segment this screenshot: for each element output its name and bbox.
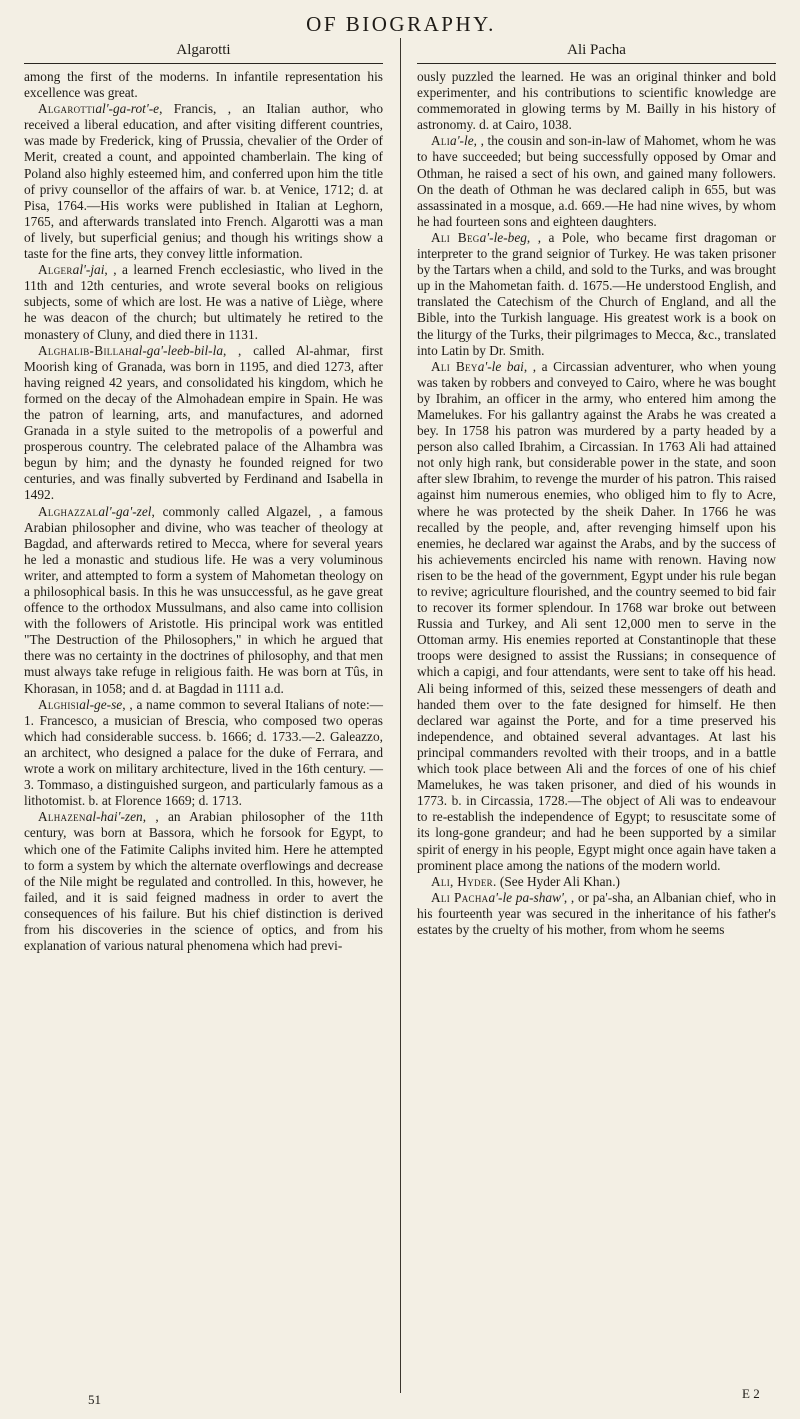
column-divider	[400, 38, 401, 1393]
entry-text: , , a learned French ecclesiastic, who lived in the 11th and 12th centuries, and wrote several books on religious subjects, some of which are lost. He was a native of Liège, where he was deacon of the church; but ultimately he retired to the monastery of Cluny, and died there in 1131.	[24, 262, 383, 342]
left-column-header: Algarotti	[24, 38, 383, 64]
entry-pronunciation: al'-ga'-zel	[98, 503, 152, 519]
entry-text: , Francis, , an Italian author, who received a liberal education, and after visiting different countries, was made by Frederick, king of Prussia, chevalier of the Order of Merit, created a count, and appointed chamberlain. The king of Poland also highly esteemed him, and conferred upon him the title of privy counsellor of the affairs of war. b. at Venice, 1712; d. at Pisa, 1764.—His works were published in Italian at Leghorn, 1765, and afterwards translated into French. Algarotti was a man of lively, but superficial genius; and though his writings show a taste for the fine arts, they convey little information.	[24, 101, 383, 262]
entry-headword: Ali, Hyder.	[431, 873, 497, 889]
left-column	[24, 38, 383, 954]
entry-headword: Alger	[38, 262, 73, 278]
dictionary-entry	[24, 504, 383, 697]
entry-pronunciation: al-hai'-zen	[85, 809, 143, 825]
entry-text: , , called Al-ahmar, first Moorish king of Granada, was born in 1195, and died 1273, after having reigned 42 years, and consolidated his kingdom, which he formed on the decay of the Almohadean empire in Spain. He was the patron of learning, arts, and manufactures, and adorned Granada in a style suited to the metropolis of a powerful and prosperous country. The celebrated palace of the Alhambra was begun by him; and the dynasty he founded reigned for two centuries, and was finally subverted by Ferdinand and Isabella in 1492.	[24, 342, 383, 503]
entry-headword: Ali Beg	[431, 229, 480, 245]
entry-headword: Ali Bey	[431, 358, 478, 374]
entry-text: , , a Pole, who became first dragoman or interpreter to the grand seignior of Turkey. He was taken prisoner by the Tartars when a child, and sold to the Turks, and was brought up in the Mahometan faith. d. 1675.—He understood English, and translated the Catechism of the Church of England, and all the Bible, into the Turkish language. His greatest work is a book on the liturgy of the Turks, their pilgrimages to Mecca, &c., translated into Latin by Dr. Smith.	[417, 229, 777, 358]
entry-text: among the first of the moderns. In infantile representation his excellence was great.	[24, 69, 383, 101]
dictionary-entry	[24, 697, 383, 810]
dictionary-entry	[417, 69, 776, 133]
entry-text: , , an Arabian philosopher of the 11th century, was born at Bassora, which he forsook for Egypt, to which one of the Fatimite Caliphs invited him. Here he attempted to form a system by which the alternate overflowings and decrease of the Nile might be regulated and controlled. In this, however, he failed, and it is said feigned madness in order to avert the consequences of his failure. But his chief distinction is derived from his discoveries in the science of optics, and from his explanation of various natural phenomena which had previ-	[24, 809, 383, 954]
right-column	[417, 38, 776, 954]
dictionary-entry	[417, 890, 776, 938]
dictionary-entry	[24, 343, 383, 504]
entry-text: , , the cousin and son-in-law of Mahomet, whom he was to have succeeded; but being successfully opposed by Omar and Othman, he raised a sect of his own, and gained many followers. On the death of Othman he was declared caliph in 655, but was assassinated in a mosque, a.d. 669.—He had nine wives, by whom he had fourteen sons and eighteen daughters.	[417, 133, 776, 229]
entry-text: , , a name common to several Italians of note:—1. Francesco, a musician of Brescia, who composed two operas which had considerable success. b. 1666; d. 1733.—2. Galeazzo, an architect, who designed a palace for the duke of Ferrara, and wrote a work on military architecture, lived in the 16th century. —3. Tommaso, a distinguished surgeon, and particularly famous as a lithotomist. b. at Florence 1669; d. 1713.	[24, 696, 383, 809]
right-entries	[417, 69, 776, 938]
entry-headword: Alghazzal	[38, 503, 99, 519]
signature-mark: E 2	[742, 1386, 760, 1401]
entry-headword: Alhazen	[38, 809, 86, 825]
entry-pronunciation: a'-le bai	[477, 358, 524, 374]
entry-text: , commonly called Algazel, , a famous Arabian philosopher and divine, who was teacher of theology at Bagdad, and afterwards retired to Mecca, where for several years he led a monastic and studious life. He was a very voluminous writer, and attempted to form a system of Mahometan theology on a philosophical basis. In this he was unsuccessful, as he gave great offence to the orthodox Mussulmans, and also came into collision with the followers of Aristotle. His principal work was entitled "The Destruction of the Philosophers," in which he argued that there was no certainty in the doctrines of philosophy, and that men must always take refuge in religious faith. He was born at Tûs, in Khorasan, in 1058; and d. at Bagdad in 1111 a.d.	[24, 503, 383, 696]
entry-pronunciation: a'-le-beg	[479, 229, 527, 245]
right-column-header: Ali Pacha	[417, 38, 776, 64]
entry-pronunciation: al-ge-se	[79, 696, 123, 712]
page-number: 51	[88, 1392, 101, 1407]
running-title: OF BIOGRAPHY.	[306, 12, 496, 36]
dictionary-entry	[24, 69, 383, 101]
entry-pronunciation: a'-le pa-shaw'	[488, 889, 564, 905]
dictionary-entry	[417, 133, 776, 230]
two-column-body	[24, 38, 778, 954]
entry-pronunciation: al'-ga-rot'-e	[95, 101, 160, 117]
entry-headword: Alghisi	[38, 696, 80, 712]
entry-text: (See Hyder Ali Khan.)	[496, 873, 620, 889]
entry-pronunciation: al'-jai	[72, 262, 105, 278]
left-entries	[24, 69, 383, 954]
dictionary-entry	[417, 359, 776, 874]
entry-headword: Algarotti	[38, 101, 96, 117]
dictionary-entry	[24, 809, 383, 954]
dictionary-entry	[417, 230, 776, 359]
entry-headword: Ali	[431, 133, 451, 149]
entry-headword: Alghalib-Billah	[38, 342, 132, 358]
entry-text: , , a Circassian adventurer, who when young was taken by robbers and conveyed to Cairo, where he was bought by Ibrahim, an officer in the army, who entered him among the Mamelukes. For his gallantry against the Arabs he was created a bey. In 1758 his patron was murdered by a party headed by a person also called Ibrahim, a Circassian. In 1763 Ali had attained not only high rank, but considerable power in the state, and soon after slew Ibrahim, to revenge the murder of his patron. This raised against him numerous enemies, who obliged him to fly to Acre, where he was protected by the sheik Daher. In 1766 he was recalled by the people, and, after revenging himself upon his enemies, he declared war against the Arabs, and by the success of his achievements encircled his name with renown. Having now risen to be the head of the government, Egypt under his rule began to revive; agriculture flourished, and the country seemed to bid fair to recover its former splendour. In 1768 war broke out between Russia and Turkey, and Ali sent 12,000 men to serve in the Ottoman army. His enemies reported at Constantinople that these troops were designed to assist the Russians; in consequence of which a capigi, and four attendants, were sent to take off his head. Ali being informed of this, seized these messengers of death and handed them over to the fate designed for himself. He then declared war against the Porte, and for a time preserved his independence, and obtained several advantages. At last his principal commanders revolted with their troops, and in a battle which took place between Ali and the forces of one of his chief Mamelukes, he was taken prisoner, and died of his wounds in 1773. b. in Circassia, 1728.—The object of Ali was to endeavour to re-establish the independence of Egypt; to resuscitate some of its long-gone grandeur; and had he been supported by a similar spirit of energy in his people, Egypt might once again have taken a prominent place among the nations of the modern world.	[417, 358, 776, 873]
dictionary-entry	[24, 101, 383, 262]
entry-pronunciation: al-ga'-leeb-bil-la	[131, 342, 224, 358]
dictionary-entry	[24, 262, 383, 342]
entry-headword: Ali Pacha	[431, 889, 489, 905]
entry-text: ously puzzled the learned. He was an original thinker and bold experimenter, and his contributions to scientific knowledge are commemorated in glowing terms by M. Bailly in his history of astronomy. d. at Cairo, 1038.	[417, 69, 776, 133]
entry-text: , , or pa'-sha, an Albanian chief, who in his fourteenth year was secured in the inheritance of his father's estates by the cruelty of his mother, from whom he seems	[417, 889, 776, 937]
entry-pronunciation: a'-le	[450, 133, 474, 149]
dictionary-entry	[417, 874, 776, 890]
